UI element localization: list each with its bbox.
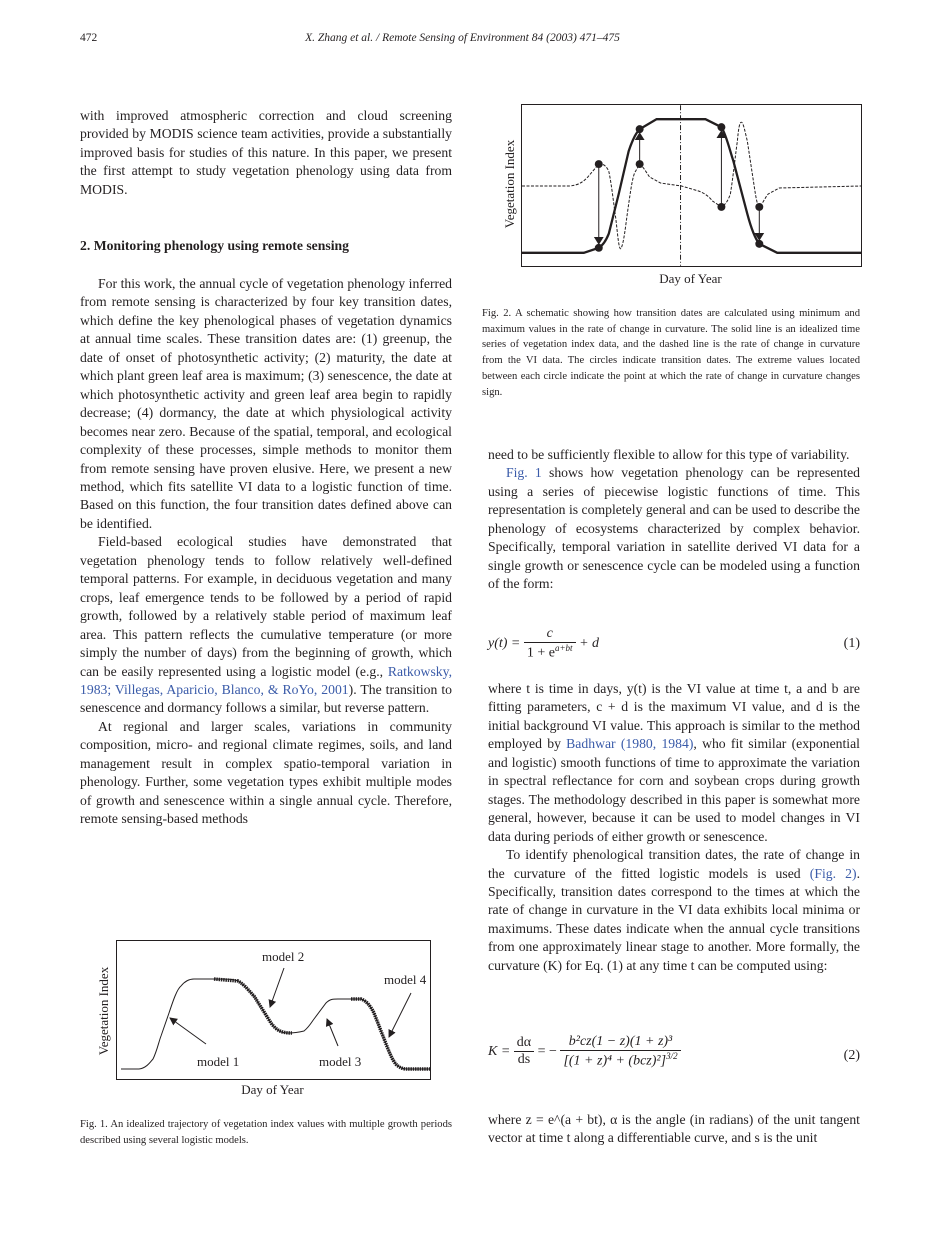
paragraph: with improved atmospheric correction and cloud screening provided by MODIS science team activities, provide a substantially improved basis for studies of this nature. In this paper, we present the first attempt to study vegetation phenology using data from MODIS. <box>80 108 452 197</box>
label-model-1: model 1 <box>197 1054 240 1069</box>
circle-marker <box>717 123 725 131</box>
paragraph: At regional and larger scales, variations in community composition, micro- and regional climate regimes, soils, and land management result in complex spatio-temporal variation in phenology. Further, some vegetation types exhibit multiple modes of growth and senescence within a single annual cycle. Therefore, remote sensing-based methods <box>80 718 452 827</box>
paragraph: need to be sufficiently flexible to allow for this type of variability. <box>488 447 850 462</box>
model-3-arrow <box>327 1019 338 1046</box>
text: . Specifically, transition dates correspond to the times at which the rate of change in curvature in the VI data exhibits local minima or maximums. These dates indicate when the annual cycle transitions from one approximately linear stage to another. More formally, the curvature (K) for Eq. (1) at any time t can be computed using: <box>488 865 861 973</box>
paragraph <box>488 846 860 975</box>
model-2-fit <box>214 979 292 1033</box>
paragraph: For this work, the annual cycle of vegetation phenology inferred from remote sensing is characterized by four key transition dates, which define the key phenological phases of vegetation dynamics at annual time scales. These transition dates are: (1) greenup, the date of onset of photosynthetic activity; (2) maturity, the date at which plant green leaf area is maximum; (3) senescence, the date at which photosynthetic activity and green leaf area begin to rapidly decrease; (4) dormancy, the date at which physiological activity becomes near zero. Because of the spatial, temporal, and ecological complexity of these processes, simple methods to monitor them from remote sensing have proven elusive. Here, we present a new method, which fits satellite VI data to a logistic function of time. Based on this function, the four transition dates defined above can be identified. <box>80 276 452 531</box>
circle-marker <box>717 203 725 211</box>
eq2-denominator: [(1 + z)⁴ + (bcz)²] <box>563 1053 667 1069</box>
circle-marker <box>595 160 603 168</box>
eq2-ds: ds <box>517 1052 531 1068</box>
label-model-2: model 2 <box>262 949 305 964</box>
citation-link[interactable]: Ratkowsky, 1983; Villegas, Aparicio, Blanco, & RoYo, 2001 <box>80 663 452 697</box>
equation-2 <box>488 1034 860 1090</box>
paragraph <box>80 533 452 718</box>
right-col-body-2 <box>488 680 860 975</box>
eq2-lhs: K = <box>488 1044 511 1060</box>
left-col-intro <box>80 107 452 199</box>
equation-1 <box>488 626 860 666</box>
eq2-number: (2) <box>843 1048 860 1063</box>
figure-2-caption: Fig. 2. A schematic showing how transition dates are calculated using minimum and maximum values in the rate of change in curvature. The solid line is an idealized time series of vegetation index data, and the dashed line is the rate of change in curvature from the VI data. The circles indicate transition dates. The extreme values located between each circle indicate the point at which the rate of change in curvature changes sign. <box>482 308 860 398</box>
right-col-body-1 <box>488 446 860 594</box>
text: To identify phenological transition dates, the rate of change in the curvature of the fitted logistic models is used <box>488 847 860 881</box>
label-model-3: model 3 <box>319 1054 362 1069</box>
curvature-change-dashed <box>522 122 861 249</box>
model-4-arrow <box>389 993 411 1037</box>
left-col-body <box>80 275 452 829</box>
circle-marker <box>636 160 644 168</box>
eq2-numerator: b²cz(1 − z)(1 + z)³ <box>560 1034 680 1051</box>
model-1-arrow <box>170 1018 206 1044</box>
paragraph <box>488 464 860 593</box>
circle-marker <box>755 240 763 248</box>
label-model-4: model 4 <box>384 972 427 987</box>
fig2-y-axis-label: Vegetation Index <box>502 139 517 229</box>
figure-1-caption: Fig. 1. An idealized trajectory of vegetation index values with multiple growth periods described using several logistic models. <box>80 1119 452 1146</box>
paragraph <box>488 680 860 846</box>
figure-2-svg <box>522 105 861 266</box>
text: ). The transition to senescence and dormancy follows a similar, but reverse pattern. <box>80 681 452 716</box>
model-2-arrow <box>270 968 284 1007</box>
eq1-number: (1) <box>843 636 860 651</box>
fig1-x-axis-label: Day of Year <box>241 1082 304 1097</box>
eq1-denominator: 1 + e <box>526 645 555 661</box>
circle-marker <box>755 203 763 211</box>
fig1-link[interactable]: Fig. 1 <box>506 465 542 481</box>
text: , who fit similar (exponential and logistic) smooth functions of time to approximate the variation in spectral reflectance for corn and soybean crops during growth stages. The methodology described in this paper is somewhat more general, however, because it can be used to model changes in VI data during periods of either growth or senescence. <box>488 736 860 844</box>
text: where t is time in days, y(t) is the VI value at time t, a and b are fitting parameters, c + d is the maximum VI value, and d is the initial background VI value. This approach is similar to the method employed by <box>488 681 860 752</box>
running-title: X. Zhang et al. / Remote Sensing of Environment 84 (2003) 471–475 <box>305 32 620 44</box>
eq1-numerator: c <box>524 626 576 643</box>
eq2-exponent: 3/2 <box>666 1051 678 1061</box>
section-heading: 2. Monitoring phenology using remote sensing <box>80 238 349 253</box>
eq1-exponent: a+bt <box>554 643 573 653</box>
text: Field-based ecological studies have demonstrated that vegetation phenology tends to follow relatively well-defined temporal patterns. For example, in deciduous vegetation and many crops, leaf emergence tends to be followed by a period of rapid growth, followed by a relatively stable period of maximum leaf area. This pattern reflects the cumulative temperature (or more simply the number of days) from the beginning of growth, which can be easily represented using a logistic model (e.g., <box>80 534 452 679</box>
eq2-minus: = − <box>537 1044 557 1060</box>
eq2-dalpha: dα <box>514 1035 534 1052</box>
fig2-x-axis-label: Day of Year <box>659 271 722 286</box>
fig2-link[interactable]: (Fig. 2) <box>809 865 857 881</box>
page-number: 472 <box>80 32 98 44</box>
right-col-body-3 <box>488 1111 860 1148</box>
paragraph: where z = e^(a + bt), α is the angle (in radians) of the unit tangent vector at time t along a differentiable curve, and s is the unit <box>488 1112 860 1146</box>
circle-marker <box>636 125 644 133</box>
citation-link[interactable]: Badhwar (1980, 1984) <box>566 736 694 752</box>
figure-1-plot <box>116 940 431 1080</box>
figure-2-plot <box>521 104 862 267</box>
eq1-rhs: + d <box>579 636 600 652</box>
fig1-y-axis-label: Vegetation Index <box>96 966 111 1056</box>
eq1-lhs: y(t) = <box>488 636 521 652</box>
text: shows how vegetation phenology can be represented using a series of piecewise logistic functions of time. This representation is completely general and can be used to describe the phenology of ecosystems characterized by complex behavior. Specifically, temporal variation in satellite derived VI data for a single growth or senescence cycle can be modeled using a function of the form: <box>488 465 860 592</box>
circle-marker <box>595 244 603 252</box>
